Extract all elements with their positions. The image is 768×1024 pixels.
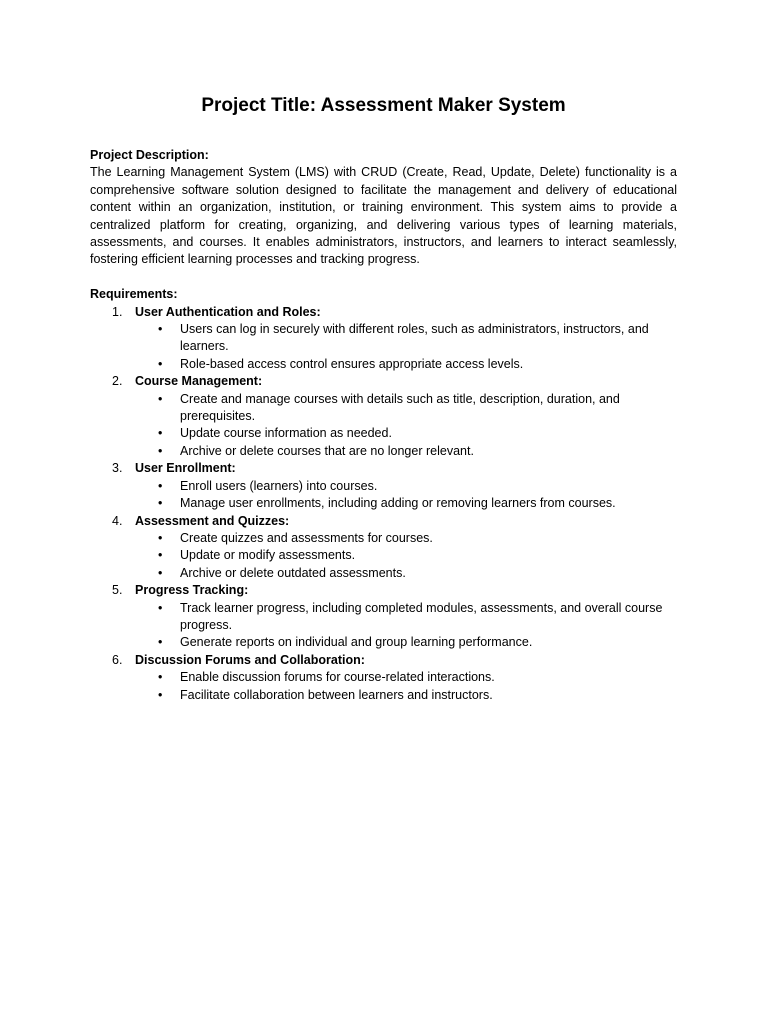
requirement-bullets — [135, 530, 677, 582]
requirements-label: Requirements: — [90, 287, 178, 302]
bullet-icon: • — [158, 530, 163, 545]
bullet-text: Archive or delete courses that are no longer relevant. — [180, 443, 474, 458]
requirement-item — [90, 460, 677, 512]
bullet-item — [135, 669, 677, 686]
bullet-item — [135, 356, 677, 373]
bullet-text: Track learner progress, including completed modules, assessments, and overall course progress. — [180, 600, 663, 632]
requirement-number: 1. — [112, 304, 123, 319]
bullet-item — [135, 478, 677, 495]
bullet-text: Update course information as needed. — [180, 426, 392, 441]
requirement-title: User Enrollment: — [135, 461, 236, 476]
requirement-title: User Authentication and Roles: — [135, 304, 321, 319]
requirement-item — [90, 652, 677, 704]
bullet-icon: • — [158, 478, 163, 493]
bullet-icon: • — [158, 600, 163, 615]
bullet-text: Create and manage courses with details such as title, description, duration, and prerequisites. — [180, 391, 620, 424]
requirement-item — [90, 582, 677, 652]
bullet-icon: • — [158, 670, 163, 685]
bullet-text: Archive or delete outdated assessments. — [180, 565, 406, 580]
bullet-item — [135, 391, 677, 426]
description-text: The Learning Management System (LMS) with CRUD (Create, Read, Update, Delete) functionality is a comprehensive software solution designed to facilitate the management and delivery of educational content within an organization, institution, or training environment. This system aims to provide a centralized platform for creating, organizing, and delivering various types of learning materials, assessments, and courses. It enables administrators, instructors, and learners to interact seamlessly, fostering efficient learning processes and tracking progress. — [90, 165, 677, 267]
bullet-text: Facilitate collaboration between learners and instructors. — [180, 687, 493, 702]
bullet-text: Generate reports on individual and group learning performance. — [180, 635, 533, 650]
requirement-bullets — [135, 478, 677, 513]
requirement-number: 4. — [112, 513, 123, 528]
requirement-bullets — [135, 600, 677, 652]
bullet-item — [135, 425, 677, 442]
requirement-item — [90, 373, 677, 460]
bullet-text: Update or modify assessments. — [180, 548, 356, 563]
bullet-item — [135, 565, 677, 582]
bullet-item — [135, 547, 677, 564]
bullet-item — [135, 687, 677, 704]
bullet-icon: • — [158, 548, 163, 563]
bullet-icon: • — [158, 687, 163, 702]
bullet-icon: • — [158, 443, 163, 458]
bullet-text: Role-based access control ensures appropriate access levels. — [180, 356, 524, 371]
requirement-bullets — [135, 321, 677, 373]
bullet-text: Enable discussion forums for course-related interactions. — [180, 670, 495, 685]
requirement-bullets — [135, 391, 677, 461]
requirements-list — [90, 304, 677, 704]
bullet-icon: • — [158, 496, 163, 511]
requirement-title: Progress Tracking: — [135, 583, 249, 598]
bullet-icon: • — [158, 635, 163, 650]
requirement-item — [90, 513, 677, 583]
bullet-item — [135, 530, 677, 547]
requirement-title: Discussion Forums and Collaboration: — [135, 652, 365, 667]
requirement-number: 3. — [112, 461, 123, 476]
bullet-item — [135, 634, 677, 651]
bullet-icon: • — [158, 391, 163, 406]
bullet-icon: • — [158, 426, 163, 441]
requirement-title: Assessment and Quizzes: — [135, 513, 290, 528]
requirement-item — [90, 304, 677, 374]
requirement-bullets — [135, 669, 677, 704]
bullet-text: Create quizzes and assessments for courses. — [180, 530, 433, 545]
page-title: Project Title: Assessment Maker System — [201, 95, 566, 116]
requirement-number: 2. — [112, 374, 123, 389]
bullet-item — [135, 321, 677, 356]
bullet-text: Users can log in securely with different roles, such as administrators, instructors, and learners. — [180, 322, 649, 354]
requirement-number: 5. — [112, 583, 123, 598]
bullet-icon: • — [158, 565, 163, 580]
bullet-icon: • — [158, 356, 163, 371]
description-label: Project Description: — [90, 148, 209, 162]
bullet-icon: • — [158, 322, 163, 337]
bullet-item — [135, 443, 677, 460]
bullet-item — [135, 600, 677, 635]
bullet-text: Manage user enrollments, including adding or removing learners from courses. — [180, 496, 616, 511]
requirement-title: Course Management: — [135, 374, 263, 389]
requirement-number: 6. — [112, 652, 123, 667]
bullet-item — [135, 495, 677, 512]
bullet-text: Enroll users (learners) into courses. — [180, 478, 378, 493]
